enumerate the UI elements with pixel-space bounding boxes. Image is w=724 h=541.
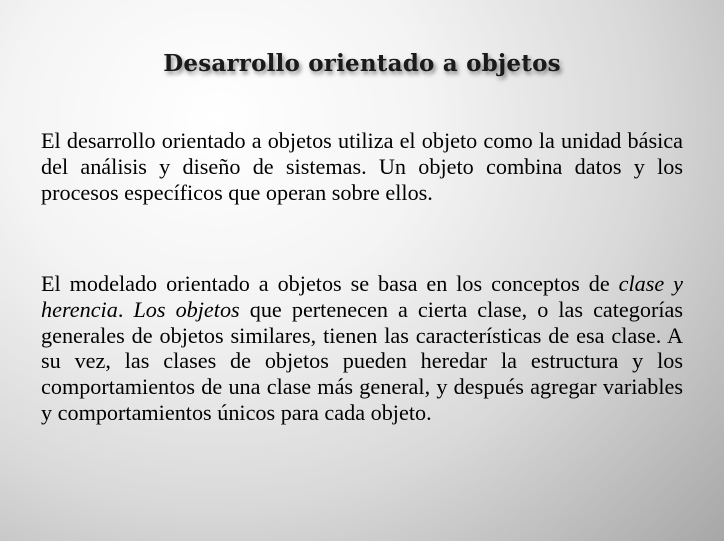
paragraph-modeling-text-1: El modelado orientado a objetos se basa en los conceptos de [41,271,619,296]
slide-title: Desarrollo orientado a objetos [163,50,561,77]
paragraph-modeling [41,271,683,426]
paragraph-modeling-text-3: que pertenecen a cierta clase, o las categorías generales de objetos similares, tienen las características de esa clase. A su vez, las clases de objetos pueden heredar la estructura y los comportamientos de una clase más general, y después agregar variables y comportamientos únicos para cada objeto. [41,296,684,425]
paragraph-modeling-text-2: . [117,296,134,322]
paragraph-intro: El desarrollo orientado a objetos utiliza el objeto como la unidad básica del análisis y diseño de sistemas. Un objeto combina datos y los procesos específicos que operan sobre ellos. [41,128,683,205]
paragraph-modeling-italic-1: clase y herencia [41,271,683,322]
paragraph-modeling-italic-2: Los objetos [133,296,240,322]
